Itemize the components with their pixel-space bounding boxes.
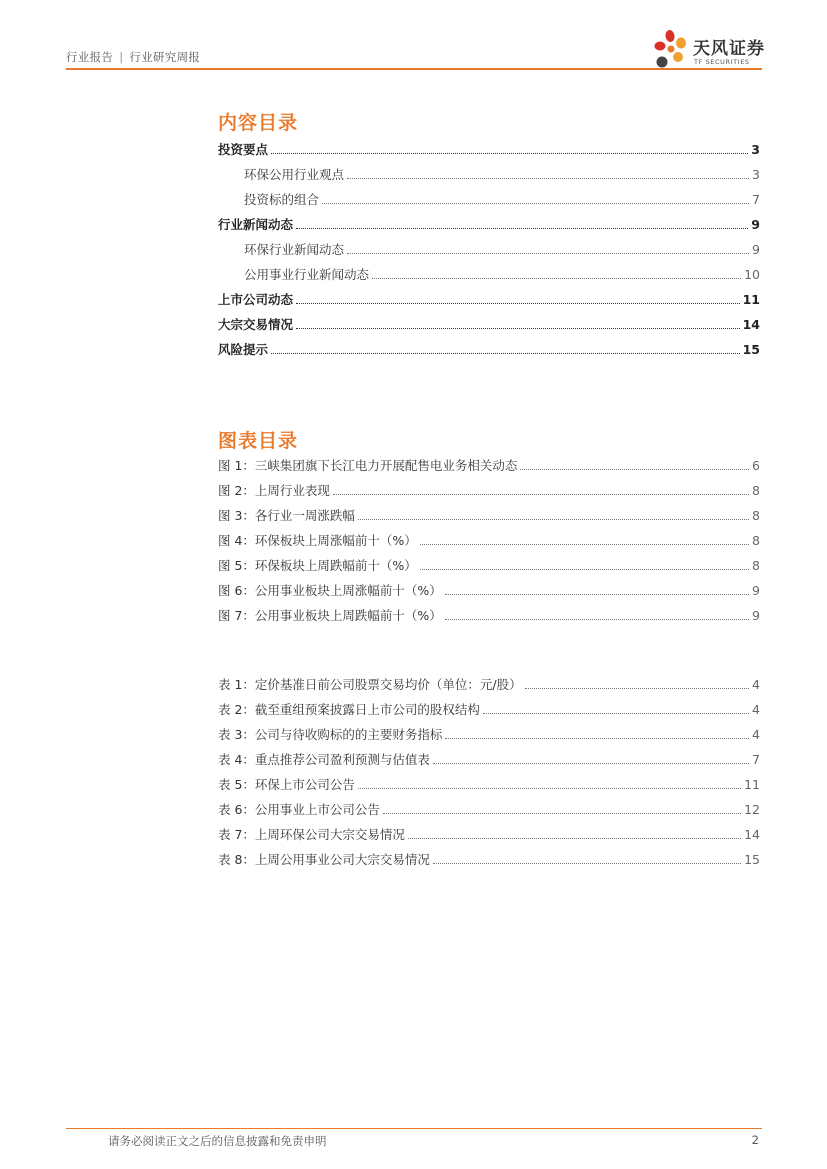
contents-entry[interactable] (218, 140, 760, 160)
figure-entry-page: 9 (752, 608, 760, 623)
contents-entry[interactable] (218, 340, 760, 360)
contents-entry-page: 3 (752, 167, 760, 182)
footer-divider (66, 1128, 762, 1129)
figure-entry[interactable] (218, 606, 760, 626)
table-entry[interactable] (218, 800, 760, 820)
table-entry[interactable] (218, 725, 760, 745)
contents-entry-page: 14 (742, 317, 760, 332)
figure-entry-page: 9 (752, 583, 760, 598)
figure-entry-label: 图 4：环保板块上周涨幅前十（%） (218, 533, 417, 548)
figure-entry-label: 图 2：上周行业表现 (218, 483, 330, 498)
contents-entry[interactable] (244, 165, 760, 185)
contents-entry-page: 3 (751, 142, 760, 157)
figure-entry[interactable] (218, 581, 760, 601)
contents-entry-page: 9 (751, 217, 760, 232)
table-entry-label: 表 5：环保上市公司公告 (218, 777, 355, 792)
table-entry-page: 14 (744, 827, 760, 842)
table-entry[interactable] (218, 850, 760, 870)
contents-entry-page: 15 (742, 342, 760, 357)
dot-leader (347, 252, 749, 254)
contents-entry-label: 环保行业新闻动态 (244, 242, 345, 257)
dot-leader (433, 862, 741, 864)
table-entry[interactable] (218, 750, 760, 770)
table-entry-page: 12 (744, 802, 760, 817)
dot-leader (271, 152, 748, 154)
contents-entry-label: 环保公用行业观点 (244, 167, 345, 182)
figure-entry[interactable] (218, 481, 760, 501)
table-entry-label: 表 4：重点推荐公司盈利预测与估值表 (218, 752, 430, 767)
table-entry-label: 表 1：定价基准日前公司股票交易均价（单位：元/股） (218, 677, 522, 692)
contents-entry[interactable] (218, 215, 760, 235)
table-entry-label: 表 3：公司与待收购标的的主要财务指标 (218, 727, 443, 742)
dot-leader (525, 687, 749, 689)
report-category (66, 49, 200, 65)
table-entry-page: 4 (752, 727, 760, 742)
dot-leader (445, 618, 749, 620)
contents-entry[interactable] (218, 290, 760, 310)
contents-entry-page: 11 (742, 292, 760, 307)
figure-entry[interactable] (218, 556, 760, 576)
logo-name: 天风证券 (693, 39, 765, 59)
table-entry-label: 表 8：上周公用事业公司大宗交易情况 (218, 852, 430, 867)
contents-entry[interactable] (244, 240, 760, 260)
dot-leader (408, 837, 741, 839)
figures-title: 图表目录 (218, 430, 299, 452)
contents-entry[interactable] (244, 265, 760, 285)
table-entry[interactable] (218, 700, 760, 720)
logo-flower-icon (650, 28, 692, 72)
table-entry-label: 表 2：截至重组预案披露日上市公司的股权结构 (218, 702, 480, 717)
table-entry-label: 表 6：公用事业上市公司公告 (218, 802, 380, 817)
contents-entry-page: 9 (752, 242, 760, 257)
figure-entry-page: 8 (752, 508, 760, 523)
footer-disclaimer: 请务必阅读正文之后的信息披露和免责申明 (108, 1134, 327, 1148)
figure-entry-page: 8 (752, 483, 760, 498)
contents-entry-page: 10 (744, 267, 760, 282)
table-entry-page: 15 (744, 852, 760, 867)
subcategory-label: 行业研究周报 (129, 50, 201, 64)
dot-leader (296, 227, 748, 229)
dot-leader (296, 302, 740, 304)
figure-entry-label: 图 5：环保板块上周跌幅前十（%） (218, 558, 417, 573)
figure-entry-label: 图 6：公用事业板块上周涨幅前十（%） (218, 583, 442, 598)
contents-entry-label: 大宗交易情况 (218, 317, 294, 332)
dot-leader (347, 177, 749, 179)
figure-entry-label: 图 7：公用事业板块上周跌幅前十（%） (218, 608, 442, 623)
contents-entry-label: 公用事业行业新闻动态 (244, 267, 370, 282)
dot-leader (322, 202, 749, 204)
table-entry[interactable] (218, 825, 760, 845)
table-entry-label: 表 7：上周环保公司大宗交易情况 (218, 827, 405, 842)
dot-leader (333, 493, 749, 495)
table-entry-page: 11 (744, 777, 760, 792)
dot-leader (358, 518, 749, 520)
dot-leader (358, 787, 741, 789)
dot-leader (372, 277, 741, 279)
contents-entry[interactable] (218, 315, 760, 335)
logo-subtitle: TF SECURITIES (694, 58, 750, 66)
contents-entry-label: 投资标的组合 (244, 192, 320, 207)
contents-entry[interactable] (244, 190, 760, 210)
contents-entry-label: 上市公司动态 (218, 292, 294, 307)
page-number: 2 (751, 1133, 759, 1147)
figure-entry[interactable] (218, 456, 760, 476)
dot-leader (483, 712, 749, 714)
table-entry[interactable] (218, 675, 760, 695)
figure-entry-label: 图 3：各行业一周涨跌幅 (218, 508, 355, 523)
dot-leader (420, 543, 749, 545)
table-entry-page: 7 (752, 752, 760, 767)
figure-entry-label: 图 1：三峡集团旗下长江电力开展配售电业务相关动态 (218, 458, 518, 473)
dot-leader (445, 593, 749, 595)
header-divider (66, 68, 762, 70)
category-label: 行业报告 (66, 50, 114, 64)
figure-entry[interactable] (218, 506, 760, 526)
figure-entry-page: 6 (752, 458, 760, 473)
company-logo (650, 28, 770, 72)
dot-leader (445, 737, 749, 739)
dot-leader (420, 568, 749, 570)
contents-entry-label: 风险提示 (218, 342, 269, 357)
table-entry-page: 4 (752, 702, 760, 717)
header-separator: | (119, 50, 124, 64)
contents-title: 内容目录 (218, 112, 299, 134)
dot-leader (296, 327, 740, 329)
figure-entry-page: 8 (752, 533, 760, 548)
figure-entry-page: 8 (752, 558, 760, 573)
dot-leader (520, 468, 749, 470)
contents-entry-label: 投资要点 (218, 142, 269, 157)
table-entry-page: 4 (752, 677, 760, 692)
contents-entry-label: 行业新闻动态 (218, 217, 294, 232)
table-entry[interactable] (218, 775, 760, 795)
dot-leader (433, 762, 749, 764)
dot-leader (383, 812, 741, 814)
dot-leader (271, 352, 740, 354)
figure-entry[interactable] (218, 531, 760, 551)
contents-entry-page: 7 (752, 192, 760, 207)
